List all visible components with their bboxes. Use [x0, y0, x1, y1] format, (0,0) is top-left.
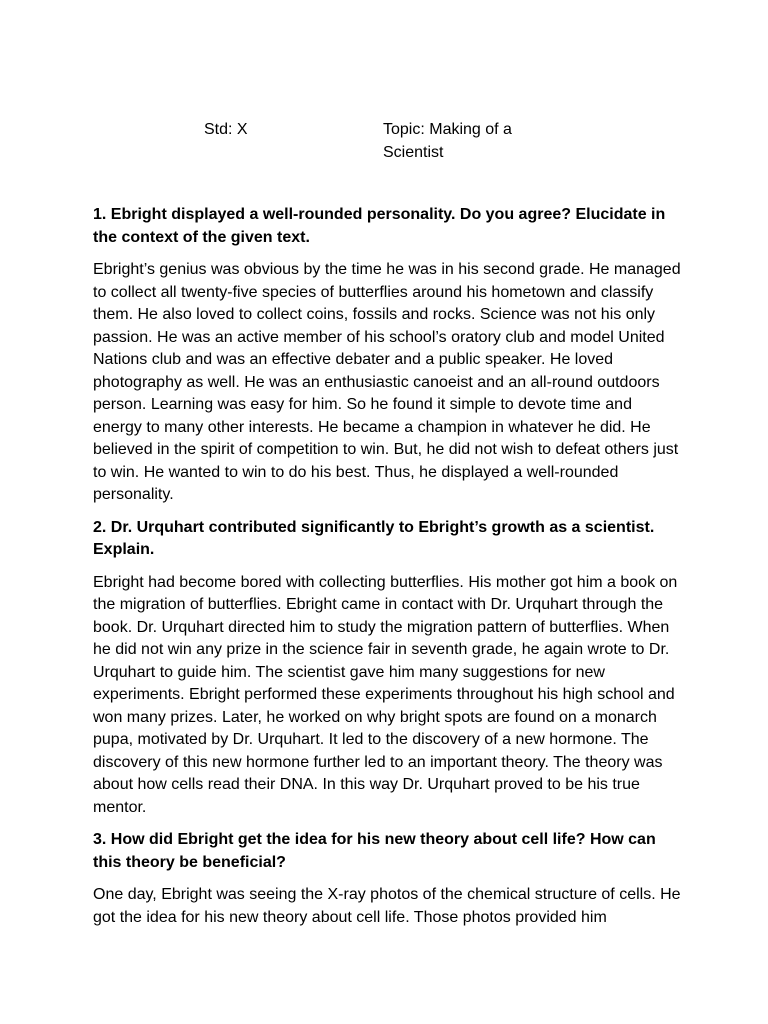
- question-2: 2. Dr. Urquhart contributed significantly to Ebright’s growth as a scientist. Explain.: [93, 518, 655, 558]
- question-3: 3. How did Ebright get the idea for his new theory about cell life? How can this theory be beneficial?: [93, 831, 656, 871]
- document-body: [93, 204, 681, 939]
- answer-2: Ebright had become bored with collecting butterflies. His mother got him a book on the migration of butterflies. Ebright came in contact with Dr. Urquhart through the book. Dr. Urquhart directed him to study the migration pattern of butterflies. When he did not win any prize in the science fair in seventh grade, he again wrote to Dr. Urquhart to guide him. The scientist gave him many suggestions for new experiments. Ebright performed these experiments throughout his high school and won many prizes. Later, he worked on why bright spots are found on a monarch pupa, motivated by Dr. Urquhart. It led to the discovery of a new hormone. The discovery of this new hormone further led to an important theory. The theory was about how cells read their DNA. In this way Dr. Urquhart proved to be his true mentor.: [93, 573, 678, 816]
- answer-3: One day, Ebright was seeing the X-ray photos of the chemical structure of cells. He got the idea for his new theory about cell life. Those photos provided him: [93, 886, 681, 926]
- standard-label: Std: X: [204, 121, 248, 138]
- topic-label: Topic: Making of a Scientist: [383, 121, 512, 161]
- question-1: 1. Ebright displayed a well-rounded personality. Do you agree? Elucidate in the context of the given text.: [93, 206, 666, 246]
- answer-1: Ebright’s genius was obvious by the time he was in his second grade. He managed to collect all twenty-five species of butterflies around his hometown and classify them. He also loved to collect coins, fossils and rocks. Science was not his only passion. He was an active member of his school’s oratory club and model United Nations club and was an effective debater and a public speaker. He loved photography as well. He was an enthusiastic canoeist and an all-round outdoors person. Learning was easy for him. So he found it simple to devote time and energy to many other interests. He became a champion in whatever he did. He believed in the spirit of competition to win. But, he did not wish to defeat others just to win. He wanted to win to do his best. Thus, he displayed a well-rounded personality.: [93, 261, 681, 503]
